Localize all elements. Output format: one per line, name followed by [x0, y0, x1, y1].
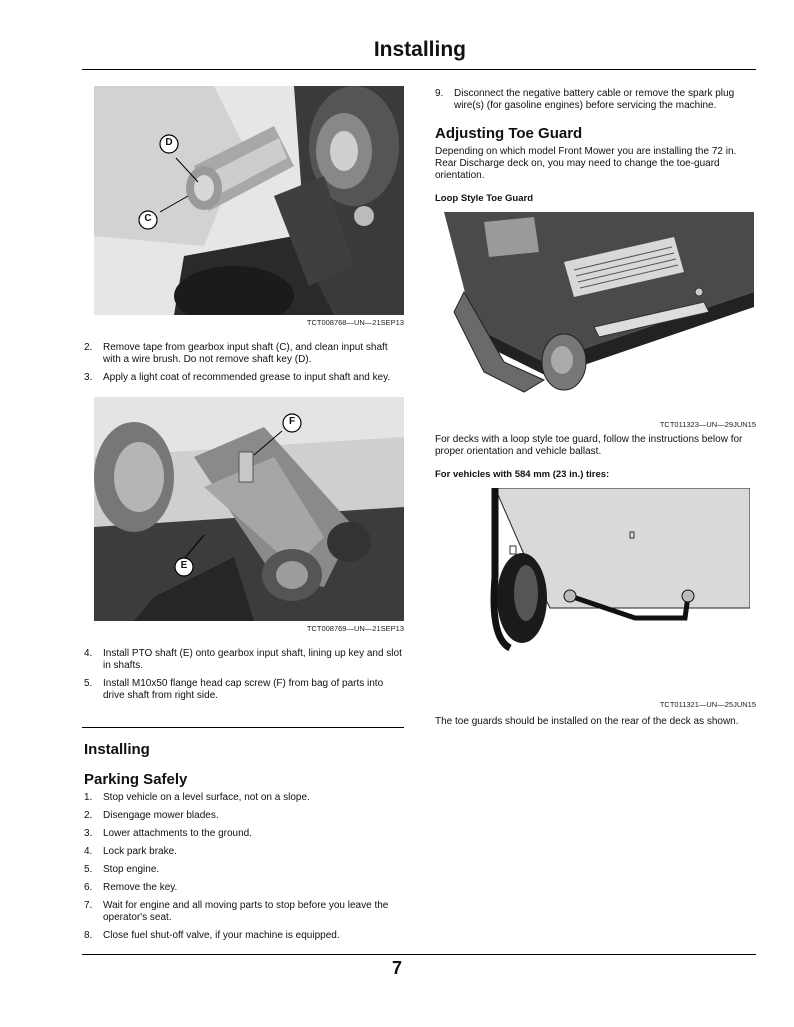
list-item: 1. Stop vehicle on a level surface, not on a slope.: [84, 792, 310, 803]
closing-paragraph: The toe guards should be installed on the rear of the deck as shown.: [435, 716, 739, 727]
section-rule: [82, 727, 404, 728]
pto-shaft-photo: [94, 397, 404, 621]
adjusting-toe-guard-heading: Adjusting Toe Guard: [435, 125, 583, 142]
sub-heading: Parking Safely: [84, 771, 188, 788]
section-heading: Installing: [84, 741, 150, 758]
list-item: 3. Lower attachments to the ground.: [84, 828, 252, 839]
figure-caption: TCT008768—UN—21SEP13: [306, 318, 404, 327]
list-item: 4. Lock park brake.: [84, 846, 177, 857]
list-item: 3. Apply a light coat of recommended grease to input shaft and key.: [84, 372, 391, 383]
list-item: 5. Install M10x50 flange head cap screw (F) from bag of parts into drive shaft from right side.: [84, 678, 384, 701]
callout-d: D: [165, 137, 173, 148]
gearbox-shaft-photo: [94, 86, 404, 315]
callout-f: F: [288, 416, 296, 427]
callout-c: C: [144, 213, 152, 224]
intro-paragraph: Depending on which model Front Mower you are installing the 72 in. Rear Discharge deck on, you may need to change the toe-guard orientation.: [435, 146, 737, 181]
list-item: 2. Disengage mower blades.: [84, 810, 219, 821]
list-item: 8. Close fuel shut-off valve, if your machine is equipped.: [84, 930, 340, 941]
tires-heading: For vehicles with 584 mm (23 in.) tires:: [435, 469, 610, 480]
list-item: 4. Install PTO shaft (E) onto gearbox input shaft, lining up key and slot in shafts.: [84, 648, 402, 671]
list-item: 9. Disconnect the negative battery cable or remove the spark plug wire(s) (for gasoline engines) before servicing the machine.: [435, 88, 735, 111]
figure-caption: TCT011321—UN—25JUN15: [659, 700, 756, 709]
list-item: 2. Remove tape from gearbox input shaft (C), and clean input shaft with a wire brush. Do not remove shaft key (D).: [84, 342, 388, 365]
loop-style-heading: Loop Style Toe Guard: [435, 193, 533, 204]
title-rule: [82, 69, 756, 70]
loop-toe-guard-illustration: [444, 212, 754, 417]
list-item: 5. Stop engine.: [84, 864, 160, 875]
loop-style-paragraph: For decks with a loop style toe guard, follow the instructions below for proper orientation and vehicle ballast.: [435, 434, 743, 457]
callout-e: E: [180, 560, 188, 571]
tires-toe-guard-illustration: [460, 488, 750, 663]
figure-caption: TCT011323—UN—29JUN15: [659, 420, 756, 429]
figure-caption: TCT008769—UN—21SEP13: [306, 624, 404, 633]
page-number: 7: [391, 958, 402, 978]
list-item: 6. Remove the key.: [84, 882, 178, 893]
list-item: 7. Wait for engine and all moving parts to stop before you leave the operator's seat.: [84, 900, 389, 923]
footer-rule: [82, 954, 756, 955]
page-title: Installing: [373, 38, 466, 61]
